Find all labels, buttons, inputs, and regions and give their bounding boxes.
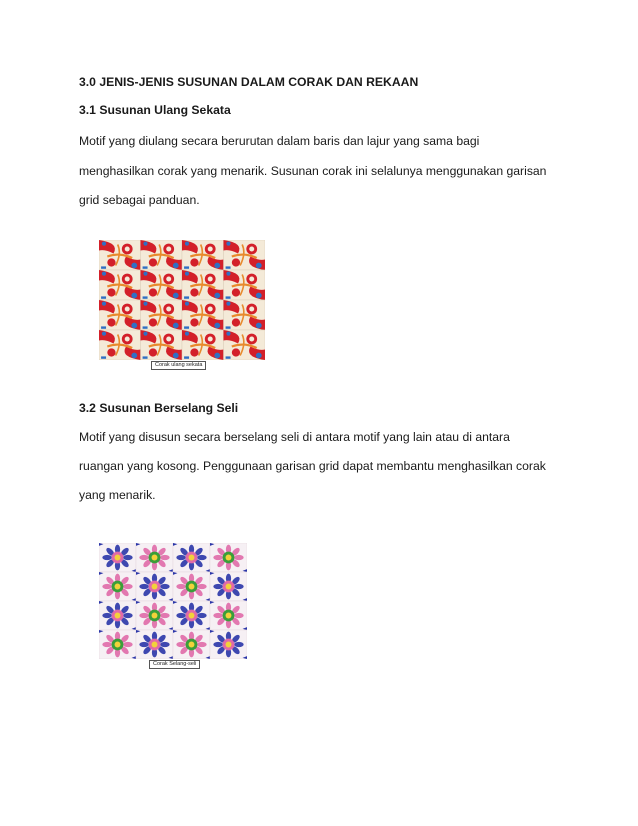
figure-caption: Corak ulang sekata	[151, 361, 206, 370]
motif-tile	[182, 330, 224, 360]
motif-tile	[173, 601, 210, 630]
motif-tile	[99, 630, 136, 659]
motif-tile	[141, 270, 183, 300]
paragraph-line: menghasilkan corak yang menarik. Susunan corak ini selalunya menggunakan garisan	[79, 164, 547, 178]
motif-tile	[224, 240, 266, 270]
paragraph-line: Motif yang diulang secara berurutan dalam baris dan lajur yang sama bagi	[79, 134, 480, 148]
figure-corak-ulang-sekata	[99, 240, 265, 373]
motif-tile	[99, 300, 141, 330]
motif-tile	[141, 300, 183, 330]
paragraph-line: Motif yang disusun secara berselang seli di antara motif yang lain atau di antara	[79, 430, 510, 444]
motif-tile	[99, 330, 141, 360]
motif-tile	[210, 572, 247, 601]
motif-tile	[99, 270, 141, 300]
motif-tile	[141, 240, 183, 270]
motif-tile	[210, 601, 247, 630]
paragraph-line: ruangan yang kosong. Penggunaan garisan grid dapat membantu menghasilkan corak	[79, 459, 546, 473]
motif-tile	[141, 330, 183, 360]
motif-tile	[99, 572, 136, 601]
section-heading-berselang-seli: 3.2 Susunan Berselang Seli	[79, 401, 239, 415]
motif-tile	[224, 270, 266, 300]
motif-tile	[99, 240, 141, 270]
motif-tile	[182, 300, 224, 330]
motif-tile	[99, 601, 136, 630]
motif-tile	[210, 630, 247, 659]
figure-corak-selang-seli	[99, 543, 247, 670]
pattern-image-ulang-sekata	[99, 240, 265, 360]
motif-tile	[136, 572, 173, 601]
main-heading: 3.0 JENIS-JENIS SUSUNAN DALAM CORAK DAN REKAAN	[79, 75, 419, 89]
motif-tile	[136, 543, 173, 572]
motif-tile	[182, 240, 224, 270]
motif-tile	[136, 630, 173, 659]
motif-tile	[224, 300, 266, 330]
motif-tile	[136, 601, 173, 630]
paragraph-line: grid sebagai panduan.	[79, 193, 200, 207]
motif-tile	[182, 270, 224, 300]
figure-caption: Corak Selang-seli	[149, 660, 200, 669]
motif-tile	[224, 330, 266, 360]
motif-tile	[173, 572, 210, 601]
motif-tile	[210, 543, 247, 572]
section-heading-ulang-sekata: 3.1 Susunan Ulang Sekata	[79, 103, 231, 117]
motif-tile	[99, 543, 136, 572]
paragraph-line: yang menarik.	[79, 488, 156, 502]
motif-tile	[173, 543, 210, 572]
motif-tile	[173, 630, 210, 659]
pattern-image-selang-seli	[99, 543, 247, 659]
